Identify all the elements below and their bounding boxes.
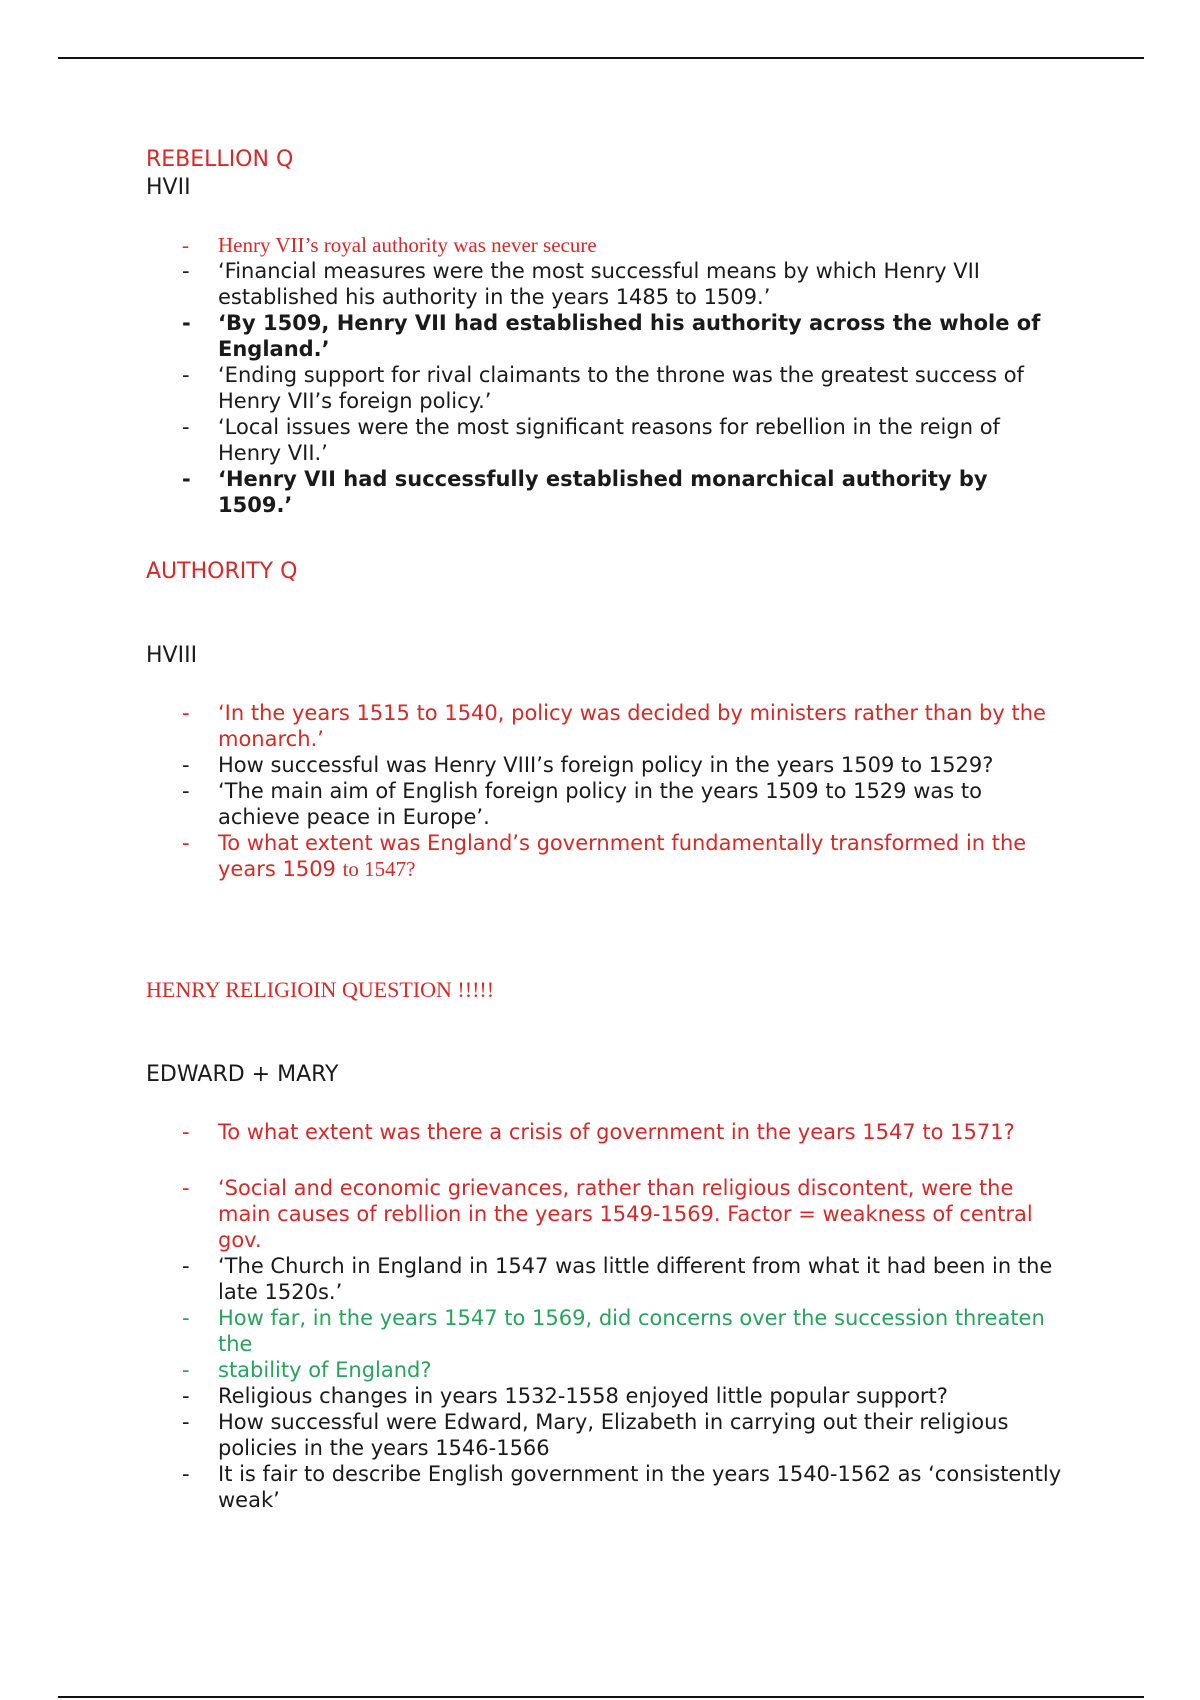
- bullet-dash: -: [182, 779, 190, 803]
- bullet-dash: -: [182, 753, 190, 777]
- heading-edward-mary: EDWARD + MARY: [146, 1062, 339, 1087]
- heading-hvii: HVII: [146, 175, 191, 200]
- list-item: - How successful was Henry VIII’s foreign policy in the years 1509 to 1529?: [182, 753, 994, 777]
- bullet-dash: -: [182, 1120, 190, 1144]
- list-item: - ‘In the years 1515 to 1540, policy was decided by ministers rather than by the monarch.’: [182, 701, 1046, 751]
- list-item: - To what extent was England’s government fundamentally transformed in the years 1509 to 1547?: [182, 831, 1027, 881]
- bullet-dash: -: [182, 363, 190, 387]
- list-item: - ‘Financial measures were the most successful means by which Henry VII established his authority in the years 1485 to 1509.’: [182, 259, 980, 309]
- list-item: - ‘By 1509, Henry VII had established his authority across the whole of England.’: [182, 311, 1041, 361]
- bullet-dash: -: [182, 831, 190, 855]
- list-item: - ‘Social and economic grievances, rather than religious discontent, were the main causes of rebllion in the years 1549-1569. Factor = weakness of central gov.: [182, 1176, 1033, 1252]
- bullet-dash: -: [182, 1384, 190, 1408]
- bullet-dash: -: [182, 1358, 190, 1382]
- bullet-dash: -: [182, 233, 189, 257]
- bullet-dash: -: [182, 1410, 190, 1434]
- list-item: - Henry VII’s royal authority was never secure: [182, 233, 597, 257]
- bullet-dash: -: [182, 415, 190, 439]
- bullet-dash: -: [182, 1462, 190, 1486]
- heading-authority-q: AUTHORITY Q: [146, 559, 298, 584]
- bullet-dash: -: [182, 1176, 190, 1200]
- list-item: - ‘The main aim of English foreign policy in the years 1509 to 1529 was to achieve peace in Europe’.: [182, 779, 982, 829]
- bullet-dash: -: [182, 701, 190, 725]
- bottom-rule: [58, 1696, 1144, 1698]
- top-rule: [58, 57, 1144, 59]
- bullet-dash: -: [182, 311, 191, 335]
- edward-mary-question-list: [146, 1119, 1066, 1513]
- list-item: - How successful were Edward, Mary, Elizabeth in carrying out their religious policies in the years 1546-1566: [182, 1410, 1009, 1460]
- list-item: - To what extent was there a crisis of government in the years 1547 to 1571?: [182, 1120, 1015, 1144]
- list-item: - ‘Henry VII had successfully established monarchical authority by 1509.’: [182, 467, 988, 517]
- list-item: - How far, in the years 1547 to 1569, did concerns over the succession threaten the: [182, 1306, 1045, 1356]
- list-item: - ‘Ending support for rival claimants to the throne was the greatest success of Henry VII’s foreign policy.’: [182, 363, 1024, 413]
- list-item: - Religious changes in years 1532-1558 enjoyed little popular support?: [182, 1384, 948, 1408]
- heading-henry-religion: HENRY RELIGIOIN QUESTION !!!!!: [146, 977, 495, 1002]
- bullet-dash: -: [182, 1306, 190, 1330]
- list-item: - ‘The Church in England in 1547 was little different from what it had been in the late 1520s.’: [182, 1254, 1053, 1304]
- heading-hviii: HVIII: [146, 643, 198, 668]
- list-item: - stability of England?: [182, 1358, 432, 1382]
- bullet-dash: -: [182, 259, 190, 283]
- list-item: - ‘Local issues were the most significant reasons for rebellion in the reign of Henry VII.’: [182, 415, 1000, 465]
- hviii-question-list: [146, 700, 1066, 882]
- bullet-dash: -: [182, 1254, 190, 1278]
- hvii-question-list: [146, 232, 1066, 518]
- heading-rebellion-q: REBELLION Q: [146, 147, 294, 172]
- bullet-dash: -: [182, 467, 191, 491]
- list-item: - It is fair to describe English government in the years 1540-1562 as ‘consistently weak’: [182, 1462, 1062, 1512]
